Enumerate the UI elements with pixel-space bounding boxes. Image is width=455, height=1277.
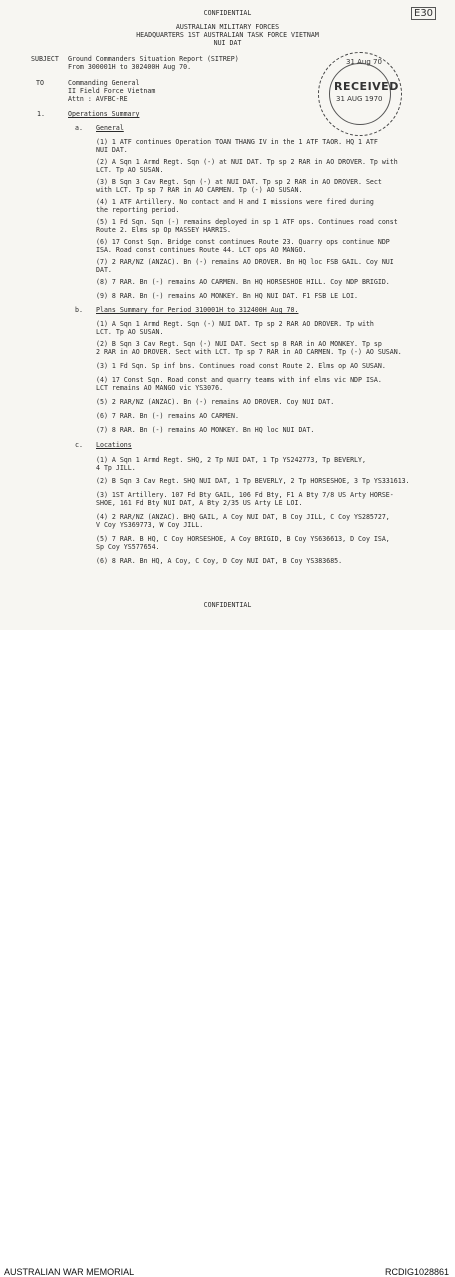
plans-letter: b.: [75, 306, 83, 314]
general-para-3: (3) B Sqn 3 Cav Regt. Sqn (-) at NUI DAT. Tp sp 2 RAR in AO DROVER. Sect: [96, 178, 382, 186]
subject-line-2: From 300001H to 302400H Aug 70.: [68, 63, 192, 71]
stamp-date: 31 AUG 1970: [336, 95, 383, 103]
plans-para-1: (1) A Sqn 1 Armd Regt. Sqn (-) NUI DAT. Tp sp 2 RAR AO DROVER. Tp with: [96, 320, 374, 328]
general-para-5-cont: Route 2. Elms sp Op MASSEY HARRIS.: [96, 226, 231, 234]
plans-para-4-cont: LCT remains AO MANGO vic YS3076.: [96, 384, 224, 392]
locations-para-3-cont: SHOE, 161 Fd Bty NUI DAT, A Bty 2/35 US Arty LE LOI.: [96, 499, 303, 507]
plans-para-1-cont: LCT. Tp AO SUSAN.: [96, 328, 164, 336]
footer-source: AUSTRALIAN WAR MEMORIAL: [4, 1267, 135, 1277]
plans-para-7: (7) 8 RAR. Bn (-) remains AO MONKEY. Bn HQ loc NUI DAT.: [96, 426, 315, 434]
section-number: 1.: [37, 110, 45, 118]
section-title: Operations Summary: [68, 110, 140, 118]
archive-footer: [0, 630, 455, 1277]
locations-para-4: (4) 2 RAR/NZ (ANZAC). BHQ GAIL, A Coy NUI DAT, B Coy JILL, C Coy YS285727,: [96, 513, 390, 521]
plans-para-2-cont: 2 RAR in AO DROVER. Sect with LCT. Tp sp 7 RAR in AO CARMEN. Tp (-) AO SUSAN.: [96, 348, 402, 356]
general-para-2: (2) A Sqn 1 Armd Regt. Sqn (-) at NUI DAT. Tp sp 2 RAR in AO DROVER. Tp with: [96, 158, 398, 166]
subject-line-1: Ground Commanders Situation Report (SITREP): [68, 55, 239, 63]
general-para-4-cont: the reporting period.: [96, 206, 180, 214]
plans-para-4: (4) 17 Const Sqn. Road const and quarry teams with inf elms vic NDP ISA.: [96, 376, 382, 384]
general-para-7: (7) 2 RAR/NZ (ANZAC). Bn (-) remains AO DROVER. Bn HQ loc FSB GAIL. Coy NUI: [96, 258, 394, 266]
general-para-9: (9) 8 RAR. Bn (-) remains AO MONKEY. Bn HQ NUI DAT. F1 FSB LE LOI.: [96, 292, 359, 300]
to-line-2: II Field Force Vietnam: [68, 87, 156, 95]
general-para-6-cont: ISA. Road const continues Route 44. LCT ops AO MANGO.: [96, 246, 307, 254]
general-para-8: (8) 7 RAR. Bn (-) remains AO CARMEN. Bn HQ HORSESHOE HILL. Coy NDP BRIGID.: [96, 278, 390, 286]
to-label: TO: [36, 79, 44, 87]
header-line-2: HEADQUARTERS 1ST AUSTRALIAN TASK FORCE VIETNAM: [136, 31, 319, 39]
stamp-date-top: 31 Aug 70: [346, 58, 382, 66]
general-para-6: (6) 17 Const Sqn. Bridge const continues Route 23. Quarry ops continue NDP: [96, 238, 390, 246]
locations-letter: c.: [75, 441, 83, 449]
footer-record-id: RCDIG1028861: [384, 1267, 449, 1277]
general-para-4: (4) 1 ATF Artillery. No contact and H and I missions were fired during: [96, 198, 374, 206]
locations-para-1: (1) A Sqn 1 Armd Regt. SHQ, 2 Tp NUI DAT, 1 Tp YS242773, Tp BEVERLY,: [96, 456, 366, 464]
to-line-1: Commanding General: [68, 79, 140, 87]
general-para-1-cont: NUI DAT.: [96, 146, 128, 154]
general-para-1: (1) 1 ATF continues Operation TOAN THANG IV in the 1 ATF TAOR. HQ 1 ATF: [96, 138, 378, 146]
locations-para-1-cont: 4 Tp JILL.: [96, 464, 136, 472]
document-page: [0, 0, 455, 630]
general-para-5: (5) 1 Fd Sqn. Sqn (-) remains deployed in sp 1 ATF ops. Continues road const: [96, 218, 398, 226]
plans-para-5: (5) 2 RAR/NZ (ANZAC). Bn (-) remains AO DROVER. Coy NUI DAT.: [96, 398, 335, 406]
locations-para-2: (2) B Sqn 3 Cav Regt. SHQ NUI DAT, 1 Tp BEVERLY, 2 Tp HORSESHOE, 3 Tp YS331613.: [96, 477, 410, 485]
locations-title: Locations: [96, 441, 132, 449]
subject-label: SUBJECT: [31, 55, 59, 63]
locations-para-4-cont: V Coy YS369773, W Coy JILL.: [96, 521, 204, 529]
stamp-received: RECEIVED: [334, 80, 399, 93]
plans-para-2: (2) B Sqn 3 Cav Regt. Sqn (-) NUI DAT. Sect sp 8 RAR in AO MONKEY. Tp sp: [96, 340, 382, 348]
general-title: General: [96, 124, 124, 132]
locations-para-3: (3) 1ST Artillery. 107 Fd Bty GAIL, 106 Fd Bty, F1 A Bty 7/8 US Arty HORSE-: [96, 491, 394, 499]
general-para-3-cont: with LCT. Tp sp 7 RAR in AO CARMEN. Tp (-) AO SUSAN.: [96, 186, 303, 194]
general-letter: a.: [75, 124, 83, 132]
general-para-7-cont: DAT.: [96, 266, 112, 274]
to-line-3: Attn : AVFBC-RE: [68, 95, 128, 103]
plans-title: Plans Summary for Period 310001H to 312400H Aug 70.: [96, 306, 299, 314]
plans-para-6: (6) 7 RAR. Bn (-) remains AO CARMEN.: [96, 412, 239, 420]
classification-bottom: CONFIDENTIAL: [203, 601, 252, 609]
plans-para-3: (3) 1 Fd Sqn. Sp inf bns. Continues road const Route 2. Elms op AO SUSAN.: [96, 362, 386, 370]
general-para-2-cont: LCT. Tp AO SUSAN.: [96, 166, 164, 174]
classification-top: CONFIDENTIAL: [203, 9, 252, 17]
handwritten-code: E30: [411, 7, 436, 20]
header-line-3: NUI DAT: [213, 39, 242, 47]
locations-para-5: (5) 7 RAR. B HQ, C Coy HORSESHOE, A Coy BRIGID, B Coy YS636613, D Coy ISA,: [96, 535, 390, 543]
locations-para-5-cont: Sp Coy YS577654.: [96, 543, 160, 551]
header-line-1: AUSTRALIAN MILITARY FORCES: [175, 23, 280, 31]
locations-para-6: (6) 8 RAR. Bn HQ, A Coy, C Coy, D Coy NUI DAT, B Coy YS383685.: [96, 557, 343, 565]
